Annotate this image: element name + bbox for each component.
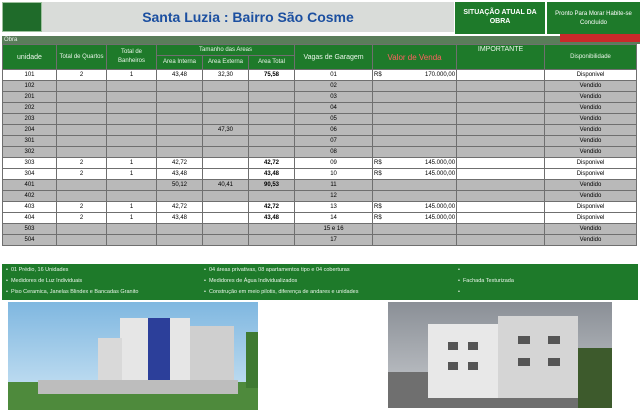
- cell-vaga: 05: [295, 114, 373, 125]
- cell-interna: 42,72: [157, 202, 203, 213]
- cell-valor: [373, 158, 457, 169]
- cell-vaga: 17: [295, 235, 373, 246]
- cell-unidade: 404: [3, 213, 57, 224]
- table-row: [3, 81, 637, 92]
- cell-banheiros: [107, 180, 157, 191]
- feature-item: [204, 278, 297, 284]
- cell-externa: [203, 136, 249, 147]
- cell-banheiros: [107, 147, 157, 158]
- cell-unidade: 403: [3, 202, 57, 213]
- units-table: [2, 44, 637, 246]
- cell-unidade: 101: [3, 70, 57, 81]
- cell-valor: [373, 103, 457, 114]
- cell-externa: [203, 169, 249, 180]
- cell-quartos: [57, 136, 107, 147]
- cell-banheiros: [107, 136, 157, 147]
- cell-status: Vendido: [545, 180, 637, 191]
- feature-item: [458, 267, 463, 273]
- cell-interna: 42,72: [157, 158, 203, 169]
- bullet-icon: •: [6, 267, 8, 273]
- cell-total: [249, 224, 295, 235]
- cell-externa: 47,30: [203, 125, 249, 136]
- table-row: [3, 70, 637, 81]
- cell-unidade: 503: [3, 224, 57, 235]
- cell-valor: [373, 191, 457, 202]
- cell-interna: [157, 114, 203, 125]
- logo-block: [2, 2, 42, 32]
- cell-banheiros: [107, 81, 157, 92]
- table-row: [3, 191, 637, 202]
- cell-vaga: 02: [295, 81, 373, 92]
- col-area-total: Area Total: [249, 56, 295, 70]
- cell-banheiros: 1: [107, 70, 157, 81]
- feature-item: [6, 278, 82, 284]
- cell-status: Vendido: [545, 235, 637, 246]
- table-row: [3, 202, 637, 213]
- cell-interna: 43,48: [157, 213, 203, 224]
- cell-interna: [157, 92, 203, 103]
- cell-valor: [373, 125, 457, 136]
- cell-quartos: [57, 191, 107, 202]
- cell-banheiros: [107, 92, 157, 103]
- cell-status: Disponivel: [545, 202, 637, 213]
- cell-valor: [373, 202, 457, 213]
- table-row: [3, 92, 637, 103]
- cell-total: 43,48: [249, 213, 295, 224]
- cell-valor: [373, 169, 457, 180]
- bullet-icon: •: [6, 289, 8, 295]
- cell-vaga: 12: [295, 191, 373, 202]
- cell-interna: [157, 235, 203, 246]
- col-tamanho: Tamanho das Areas: [157, 45, 295, 56]
- cell-status: Vendido: [545, 114, 637, 125]
- cell-unidade: 301: [3, 136, 57, 147]
- cell-vaga: 10: [295, 169, 373, 180]
- cell-importante: [457, 81, 545, 92]
- cell-vaga: 13: [295, 202, 373, 213]
- feature-text: Medidores de Água Individualizados: [208, 278, 298, 284]
- table-row: [3, 136, 637, 147]
- bullet-icon: •: [458, 289, 460, 295]
- cell-banheiros: [107, 224, 157, 235]
- cell-unidade: 302: [3, 147, 57, 158]
- cell-valor: [373, 81, 457, 92]
- cell-valor: [373, 235, 457, 246]
- cell-valor: [373, 147, 457, 158]
- cell-total: [249, 92, 295, 103]
- cell-interna: [157, 191, 203, 202]
- feature-text: 04 áreas privativas, 08 apartamentos tipo e 04 coberturas: [208, 267, 350, 273]
- cell-banheiros: [107, 103, 157, 114]
- feature-item: [204, 289, 358, 295]
- table-row: [3, 125, 637, 136]
- table-row: [3, 213, 637, 224]
- cell-vaga: 01: [295, 70, 373, 81]
- col-disponibilidade: Disponibilidade: [545, 45, 637, 70]
- cell-externa: [203, 81, 249, 92]
- cell-importante: [457, 70, 545, 81]
- cell-quartos: [57, 180, 107, 191]
- obra-bar: [2, 36, 640, 44]
- cell-importante: [457, 92, 545, 103]
- cell-importante: [457, 158, 545, 169]
- cell-banheiros: [107, 235, 157, 246]
- cell-interna: [157, 147, 203, 158]
- cell-externa: [203, 224, 249, 235]
- price-value: 145.000,00: [425, 203, 456, 210]
- page-title: Santa Luzia : Bairro São Cosme: [42, 2, 454, 32]
- currency-symbol: R$: [374, 71, 382, 78]
- feature-item: [6, 289, 138, 295]
- cell-externa: [203, 158, 249, 169]
- cell-valor: [373, 70, 457, 81]
- cell-status: Vendido: [545, 191, 637, 202]
- cell-quartos: [57, 125, 107, 136]
- feature-text: Medidores de Luz Individuais: [10, 278, 83, 284]
- cell-vaga: 07: [295, 136, 373, 147]
- col-quartos: Total de Quartos: [57, 45, 107, 70]
- cell-status: Vendido: [545, 147, 637, 158]
- cell-importante: [457, 202, 545, 213]
- pronto-status: Pronto Para Morar Habite-se Concluído: [547, 2, 640, 34]
- cell-importante: [457, 169, 545, 180]
- cell-unidade: 303: [3, 158, 57, 169]
- currency-symbol: R$: [374, 170, 382, 177]
- cell-quartos: 2: [57, 169, 107, 180]
- feature-item: [6, 267, 68, 273]
- cell-vaga: 14: [295, 213, 373, 224]
- cell-importante: [457, 125, 545, 136]
- cell-unidade: 202: [3, 103, 57, 114]
- cell-unidade: 402: [3, 191, 57, 202]
- cell-importante: [457, 224, 545, 235]
- col-banheiros: Total de Banheiros: [107, 45, 157, 70]
- bullet-icon: •: [6, 278, 8, 284]
- cell-vaga: 15 e 16: [295, 224, 373, 235]
- table-row: [3, 169, 637, 180]
- currency-symbol: R$: [374, 203, 382, 210]
- cell-externa: [203, 103, 249, 114]
- building-photo-side: [388, 302, 612, 408]
- currency-symbol: R$: [374, 159, 382, 166]
- cell-banheiros: 1: [107, 213, 157, 224]
- cell-status: Vendido: [545, 125, 637, 136]
- cell-vaga: 08: [295, 147, 373, 158]
- cell-unidade: 304: [3, 169, 57, 180]
- cell-banheiros: [107, 191, 157, 202]
- cell-status: Vendido: [545, 136, 637, 147]
- price-value: 145.000,00: [425, 214, 456, 221]
- cell-banheiros: [107, 114, 157, 125]
- cell-status: Vendido: [545, 224, 637, 235]
- cell-valor: [373, 224, 457, 235]
- cell-valor: [373, 92, 457, 103]
- cell-banheiros: 1: [107, 169, 157, 180]
- cell-interna: 43,48: [157, 169, 203, 180]
- cell-valor: [373, 213, 457, 224]
- price-value: 145.000,00: [425, 170, 456, 177]
- table-row: [3, 103, 637, 114]
- cell-externa: 40,41: [203, 180, 249, 191]
- table-row: [3, 235, 637, 246]
- cell-banheiros: [107, 125, 157, 136]
- col-area-interna: Area Interna: [157, 56, 203, 70]
- cell-externa: [203, 92, 249, 103]
- cell-importante: [457, 213, 545, 224]
- cell-interna: 50,12: [157, 180, 203, 191]
- cell-total: [249, 114, 295, 125]
- cell-unidade: 204: [3, 125, 57, 136]
- features-panel: [2, 264, 638, 300]
- cell-externa: [203, 147, 249, 158]
- feature-text: 01 Prédio, 16 Unidades: [10, 267, 69, 273]
- cell-importante: [457, 103, 545, 114]
- cell-status: Vendido: [545, 81, 637, 92]
- cell-vaga: 06: [295, 125, 373, 136]
- cell-quartos: [57, 81, 107, 92]
- bullet-icon: •: [458, 278, 460, 284]
- cell-total: [249, 125, 295, 136]
- cell-valor: [373, 114, 457, 125]
- table-row: [3, 180, 637, 191]
- price-value: 145.000,00: [425, 159, 456, 166]
- col-area-externa: Area Externa: [203, 56, 249, 70]
- obra-label: Obra: [4, 37, 18, 43]
- cell-importante: [457, 114, 545, 125]
- feature-text: Fachada Texturizada: [462, 278, 514, 284]
- col-unidade: unidade: [3, 45, 57, 70]
- col-valor: Valor de Venda: [373, 45, 457, 70]
- bullet-icon: •: [204, 289, 206, 295]
- cell-quartos: [57, 114, 107, 125]
- cell-externa: [203, 202, 249, 213]
- cell-vaga: 04: [295, 103, 373, 114]
- cell-importante: [457, 235, 545, 246]
- cell-total: 90,53: [249, 180, 295, 191]
- cell-externa: [203, 191, 249, 202]
- cell-unidade: 504: [3, 235, 57, 246]
- col-vagas: Vagas de Garagem: [295, 45, 373, 70]
- cell-total: [249, 103, 295, 114]
- bullet-icon: •: [204, 278, 206, 284]
- cell-banheiros: 1: [107, 202, 157, 213]
- currency-symbol: R$: [374, 214, 382, 221]
- cell-status: Vendido: [545, 92, 637, 103]
- cell-banheiros: 1: [107, 158, 157, 169]
- cell-quartos: [57, 224, 107, 235]
- table-row: [3, 114, 637, 125]
- cell-vaga: 09: [295, 158, 373, 169]
- cell-interna: [157, 81, 203, 92]
- cell-quartos: 2: [57, 158, 107, 169]
- cell-status: Disponivel: [545, 213, 637, 224]
- cell-quartos: 2: [57, 213, 107, 224]
- feature-text: Piso Ceramica, Janelas Blindex e Bancadas Granito: [10, 289, 139, 295]
- cell-total: 42,72: [249, 202, 295, 213]
- cell-interna: [157, 224, 203, 235]
- cell-interna: 43,48: [157, 70, 203, 81]
- cell-unidade: 102: [3, 81, 57, 92]
- price-value: 170.000,00: [425, 71, 456, 78]
- cell-quartos: 2: [57, 70, 107, 81]
- cell-unidade: 203: [3, 114, 57, 125]
- table-row: [3, 158, 637, 169]
- feature-item: [204, 267, 350, 273]
- cell-total: [249, 191, 295, 202]
- cell-externa: 32,30: [203, 70, 249, 81]
- table-row: [3, 147, 637, 158]
- cell-status: Disponivel: [545, 158, 637, 169]
- progress-strip: [560, 34, 640, 42]
- cell-total: [249, 147, 295, 158]
- cell-valor: [373, 136, 457, 147]
- cell-externa: [203, 235, 249, 246]
- cell-valor: [373, 180, 457, 191]
- cell-quartos: [57, 235, 107, 246]
- cell-unidade: 401: [3, 180, 57, 191]
- cell-importante: [457, 191, 545, 202]
- cell-total: 42,72: [249, 158, 295, 169]
- cell-interna: [157, 103, 203, 114]
- table-row: [3, 224, 637, 235]
- cell-importante: [457, 180, 545, 191]
- feature-item: [458, 278, 514, 284]
- cell-total: [249, 235, 295, 246]
- cell-status: Vendido: [545, 103, 637, 114]
- cell-interna: [157, 125, 203, 136]
- cell-importante: [457, 147, 545, 158]
- bullet-icon: •: [458, 267, 460, 273]
- feature-text: Construção em meio pilotis, diferença de andares e unidades: [208, 289, 359, 295]
- cell-total: [249, 81, 295, 92]
- cell-unidade: 201: [3, 92, 57, 103]
- cell-quartos: [57, 92, 107, 103]
- cell-total: 75,58: [249, 70, 295, 81]
- cell-total: [249, 136, 295, 147]
- col-importante: IMPORTANTE: [457, 45, 545, 70]
- cell-externa: [203, 213, 249, 224]
- cell-status: Disponivel: [545, 169, 637, 180]
- cell-interna: [157, 136, 203, 147]
- cell-status: Disponivel: [545, 70, 637, 81]
- situacao-label: SITUAÇÃO ATUAL DA OBRA: [455, 2, 545, 34]
- bullet-icon: •: [204, 267, 206, 273]
- building-photo-front: [8, 302, 258, 410]
- feature-item: [458, 289, 463, 295]
- cell-quartos: 2: [57, 202, 107, 213]
- cell-externa: [203, 114, 249, 125]
- cell-quartos: [57, 103, 107, 114]
- cell-vaga: 11: [295, 180, 373, 191]
- cell-total: 43,48: [249, 169, 295, 180]
- cell-vaga: 03: [295, 92, 373, 103]
- cell-quartos: [57, 147, 107, 158]
- cell-importante: [457, 136, 545, 147]
